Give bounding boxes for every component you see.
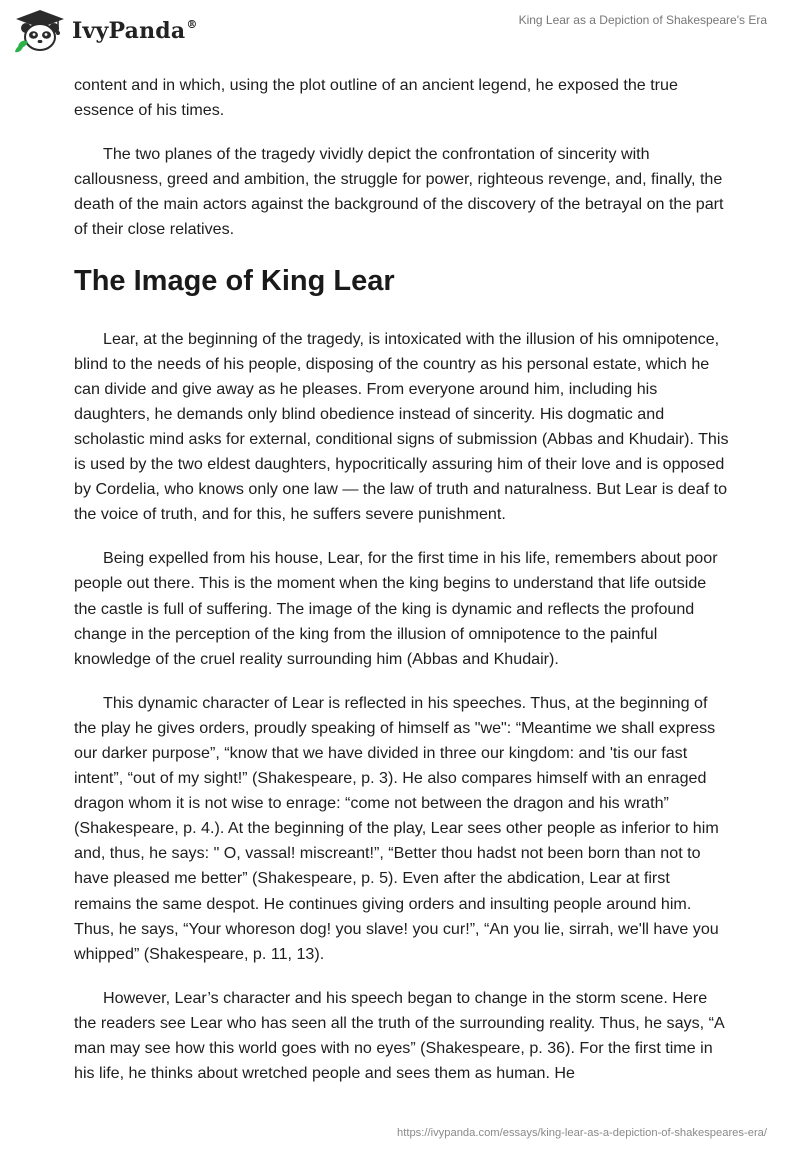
paragraph: The two planes of the tragedy vividly depict the confrontation of sincerity with callousness, greed and ambition, the struggle for power, righteous revenge, and, finally, the death of the main actors against the background of the discovery of the betrayal on the part of their close relatives. xyxy=(74,145,724,239)
page-header xyxy=(0,0,800,62)
source-url[interactable]: https://ivypanda.com/essays/king-lear-as-a-depiction-of-shakespeares-era/ xyxy=(397,1127,767,1139)
paragraph: Lear, at the beginning of the tragedy, is intoxicated with the illusion of his omnipotence, blind to the needs of his people, disposing of the country as his personal estate, which he can divide and give away as he pleases. From everyone around him, including his daughters, he demands only blind obedience instead of sincerity. His dogmatic and scholastic mind asks for external, conditional signs of submission (Abbas and Khudair). This is used by the two eldest daughters, hypocritically assuring him of their love and is opposed by Cordelia, who knows only one law — the law of truth and naturalness. But Lear is deaf to the voice of truth, and for this, he suffers severe punishment. xyxy=(74,329,729,524)
panda-graduation-icon xyxy=(14,8,66,54)
paragraph: Being expelled from his house, Lear, for the first time in his life, remembers about poor people out there. This is the moment when the king begins to understand that life outside the castle is full of suffering. The image of the king is dynamic and reflects the profound change in the perception of the king from the illusion of omnipotence to the painful knowledge of the cruel reality surrounding him (Abbas and Khudair). xyxy=(74,549,718,668)
document-title: King Lear as a Depiction of Shakespeare's Era xyxy=(518,13,767,27)
registered-mark: ® xyxy=(186,18,198,31)
paragraph: However, Lear’s character and his speech began to change in the storm scene. Here the readers see Lear who has seen all the truth of the surrounding reality. Thus, he says, “A man may see how this world goes with no eyes” (Shakespeare, p. 36). For the first time in his life, he thinks about wretched people and sees them as human. He xyxy=(74,988,724,1083)
paragraph: content and in which, using the plot outline of an ancient legend, he exposed the true essence of his times. xyxy=(74,76,678,120)
ivypanda-logo[interactable] xyxy=(14,8,198,54)
paragraph: This dynamic character of Lear is reflected in his speeches. Thus, at the beginning of the play he gives orders, proudly speaking of himself as "we": “Meantime we shall express our darker purpose”, “know that we have divided in three our kingdom: and 'tis our fast intent”, “out of my sight!” (Shakespeare, p. 3). He also compares himself with an enraged dragon whom it is not wise to enrage: “come not between the dragon and his wrath” (Shakespeare, p. 4.). At the beginning of the play, Lear sees other people as inferior to him and, thus, he says: " O, vassal! miscreant!”, “Better thou hadst not been born than not to have pleased me better” (Shakespeare, p. 5). Even after the abdication, Lear at first remains the same despot. He continues giving orders and insulting people around him. Thus, he says, “Your whoreson dog! you slave! you cur!”, “An you lie, sirrah, we'll have you whipped” (Shakespeare, p. 11, 13). xyxy=(74,693,719,963)
brand-name: IvyPanda® xyxy=(72,18,198,44)
section-heading: The Image of King Lear xyxy=(74,264,395,297)
essay-body xyxy=(74,73,730,1105)
